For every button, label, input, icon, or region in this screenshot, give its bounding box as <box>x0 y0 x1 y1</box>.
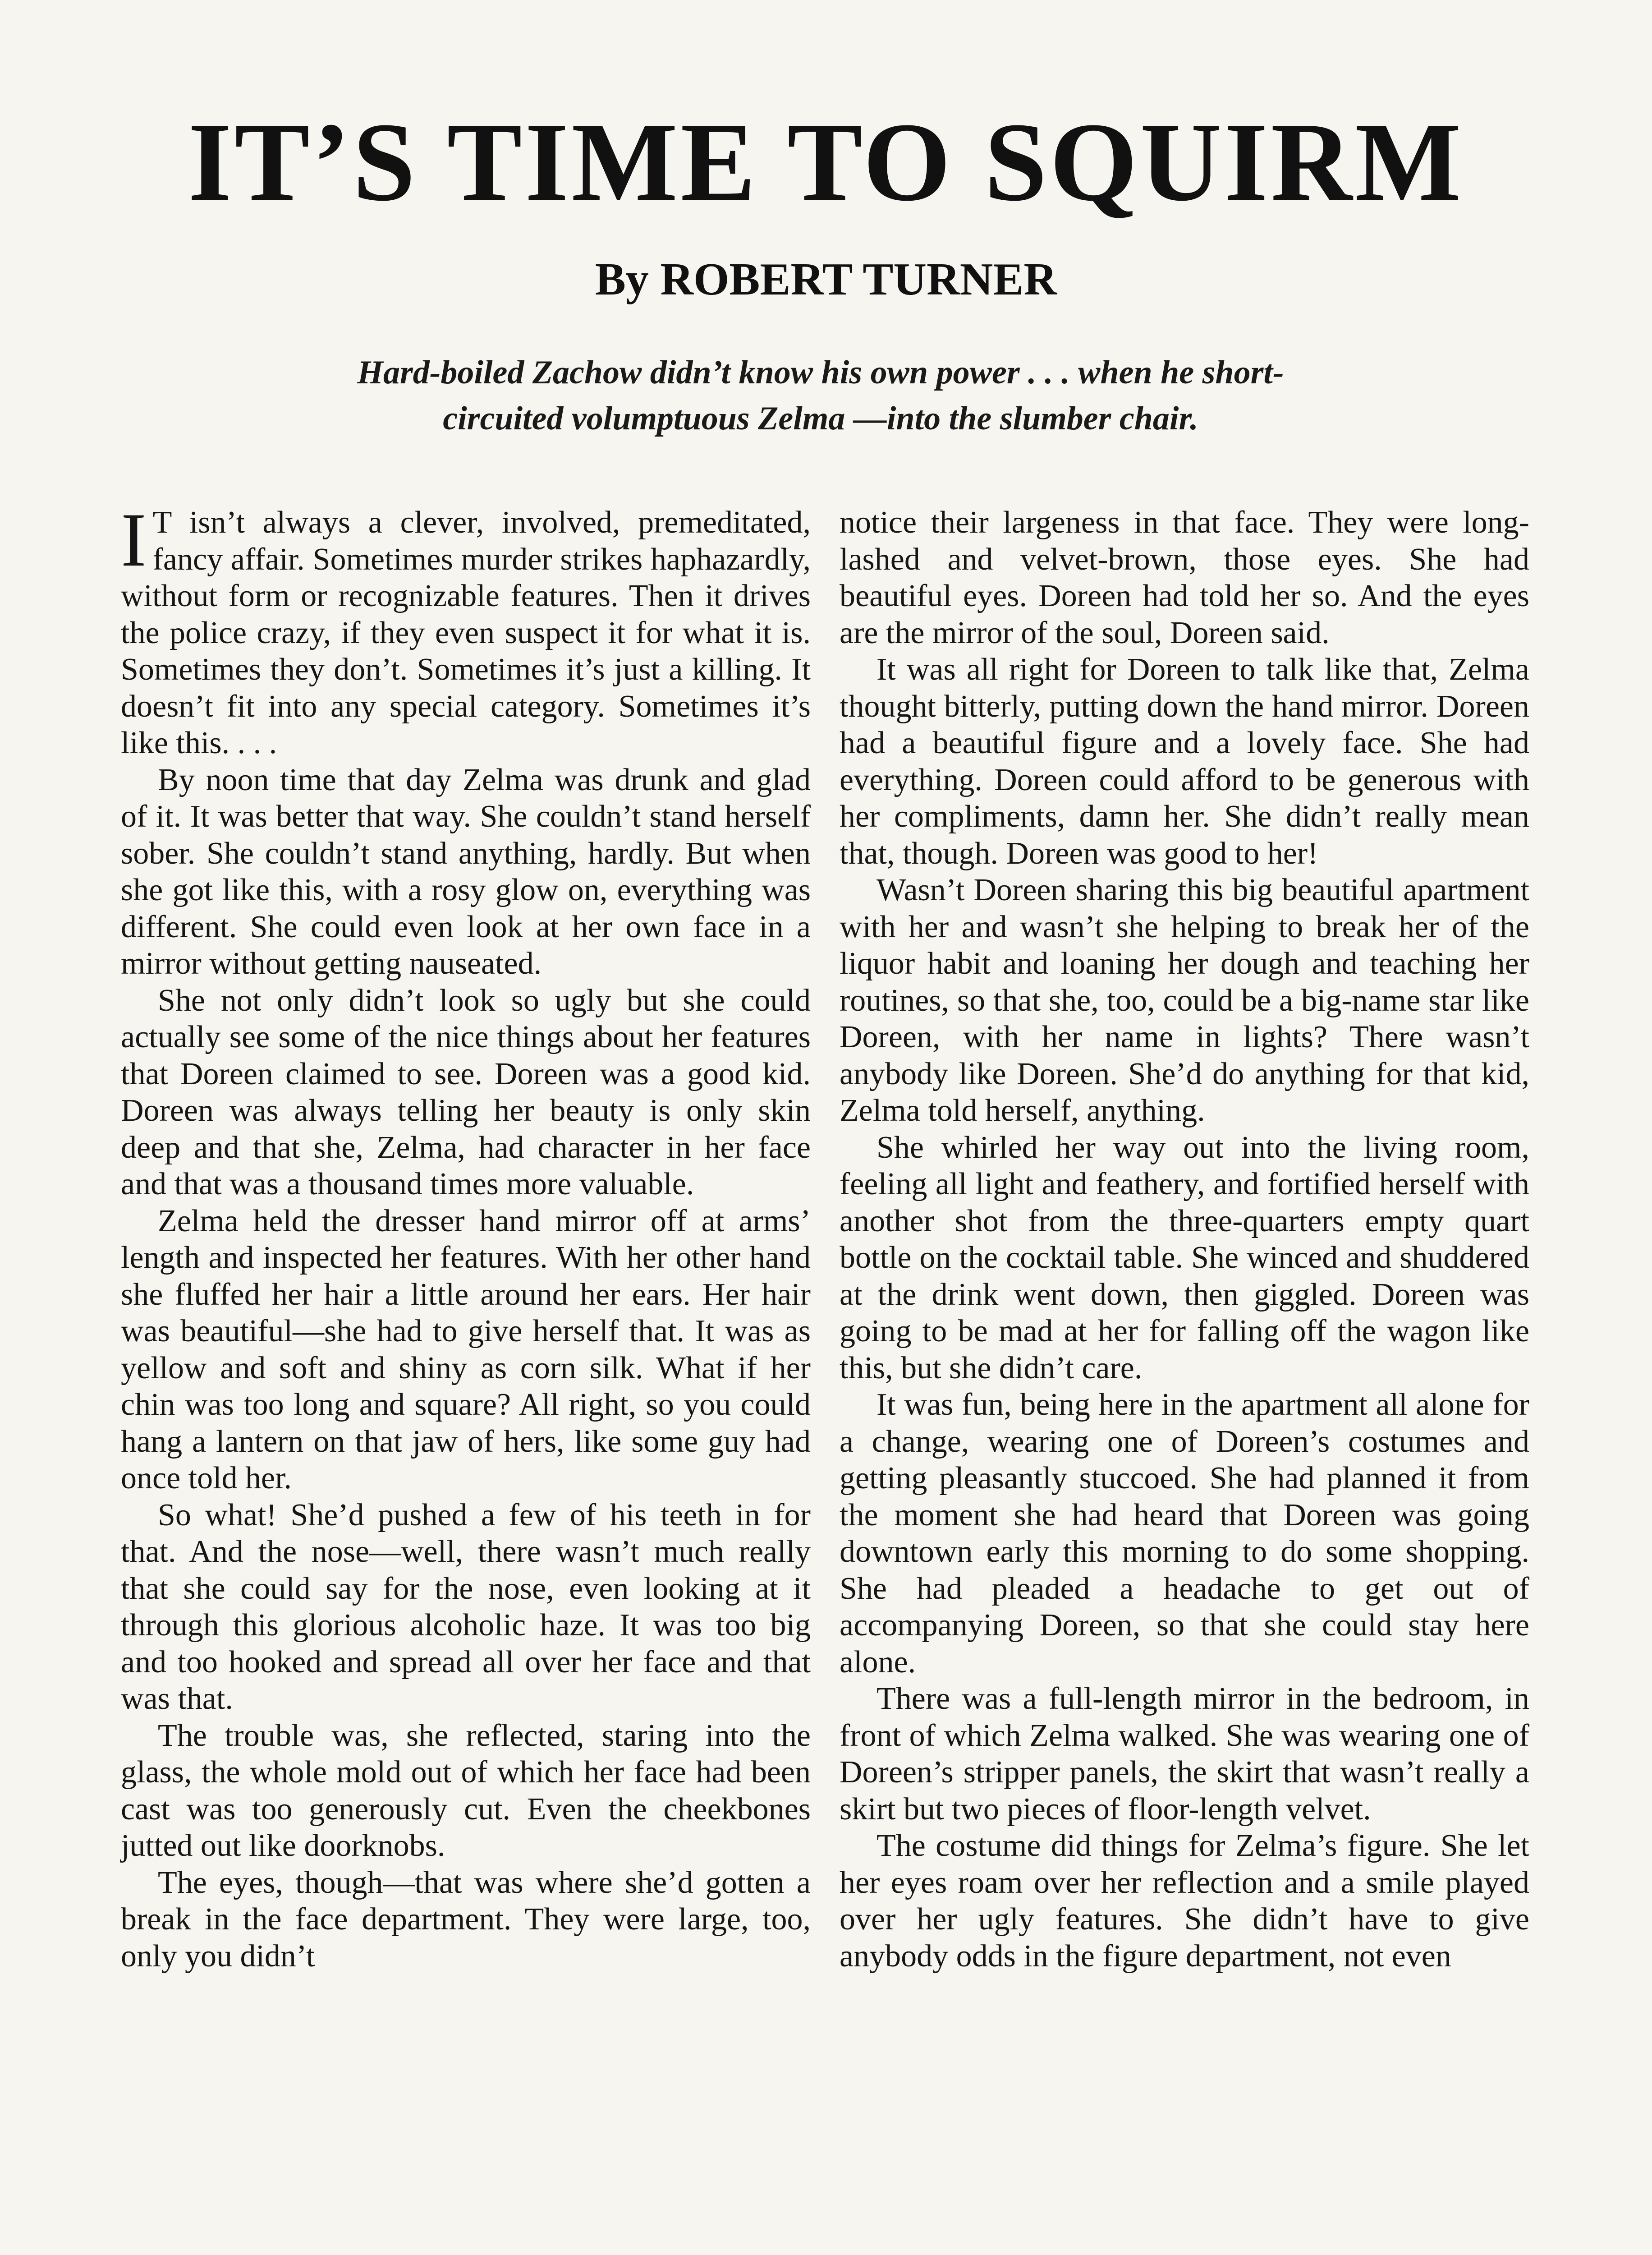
paragraph: There was a full-length mirror in the bedroom, in front of which Zelma walked. She was wearing one of Doreen’s stripper panels, the skirt that wasn’t really a skirt but two pieces of floor-length velvet. <box>840 1681 1529 1827</box>
paragraph: Zelma held the dresser hand mirror off at arms’ length and inspected her features. With her other hand she fluffed her hair a little around her ears. Her hair was beautiful—she had to give herself that. It was as yellow and soft and shiny as corn silk. What if her chin was too long and square? All right, so you could hang a lantern on that jaw of hers, like some guy had once told her. <box>121 1203 811 1496</box>
paragraph: Wasn’t Doreen sharing this big beautiful apartment with her and wasn’t she helping to break her of the liquor habit and loaning her dough and teaching her routines, so that she, too, could be a big-name star like Doreen, with her name in lights? There wasn’t anybody like Doreen. She’d do anything for that kid, Zelma told herself, anything. <box>840 873 1529 1128</box>
drop-cap: I <box>121 497 147 582</box>
paragraph: It was fun, being here in the apartment all alone for a change, wearing one of Doreen’s costumes and getting pleasantly stuccoed. She had planned it from the moment she had heard that Doreen was going downtown early this morning to do some shopping. She had pleaded a headache to get out of accompanying Doreen, so that she could stay here alone. <box>840 1387 1529 1680</box>
paragraph: The costume did things for Zelma’s figure. She let her eyes roam over her reflection and a smile played over her ugly features. She didn’t have to give anybody odds in the figure department, not even <box>840 1828 1529 1974</box>
story-title: IT’S TIME TO SQUIRM <box>188 100 1464 225</box>
author-byline: By ROBERT TURNER <box>595 254 1057 305</box>
paragraph: notice their largeness in that face. They were long-lashed and velvet-brown, those eyes. She had beautiful eyes. Doreen had told her so. And the eyes are the mirror of the soul, Doreen said. <box>840 505 1529 650</box>
paragraph-text: T isn’t always a clever, involved, premeditated, fancy affair. Sometimes murder strikes haphazardly, without form or recognizable features. Then it drives the police crazy, if they even suspect it for what it is. Sometimes they don’t. Sometimes it’s just a killing. It doesn’t fit into any special category. Sometimes it’s like this. . . . <box>121 505 811 760</box>
text-column-right <box>840 504 1529 1974</box>
paragraph: The eyes, though—that was where she’d gotten a break in the face department. They were large, too, only you didn’t <box>121 1865 811 1974</box>
paragraph: The trouble was, she reflected, staring into the glass, the whole mold out of which her face had been cast was too generously cut. Even the cheekbones jutted out like doorknobs. <box>121 1718 811 1863</box>
paragraph: It was all right for Doreen to talk like that, Zelma thought bitterly, putting down the hand mirror. Doreen had a beautiful figure and a lovely face. She had everything. Doreen could afford to be generous with her compliments, damn her. She didn’t really mean that, though. Doreen was good to her! <box>840 652 1529 871</box>
text-column-left <box>121 497 811 1974</box>
paragraph <box>121 497 811 762</box>
paragraph: She whirled her way out into the living room, feeling all light and feathery, and fortified herself with another shot from the three-quarters empty quart bottle on the cocktail table. She winced and shuddered at the drink went down, then giggled. Doreen was going to be mad at her for falling off the wagon like this, but she didn’t care. <box>840 1130 1529 1385</box>
paragraph: She not only didn’t look so ugly but she could actually see some of the nice things about her features that Doreen claimed to see. Doreen was a good kid. Doreen was always telling her beauty is only skin deep and that she, Zelma, had character in her face and that was a thousand times more valuable. <box>121 983 811 1201</box>
paragraph: So what! She’d pushed a few of his teeth in for that. And the nose—well, there wasn’t much really that she could say for the nose, even looking at it through this glorious alcoholic haze. It was too big and too hooked and spread all over her face and that was that. <box>121 1497 811 1716</box>
story-blurb: Hard-boiled Zachow didn’t know his own power . . . when he short-circuited volumptuous Zelma —into the slumber chair. <box>357 354 1284 437</box>
paragraph: By noon time that day Zelma was drunk and glad of it. It was better that way. She couldn’t stand herself sober. She couldn’t stand anything, hardly. But when she got like this, with a rosy glow on, everything was different. She could even look at her own face in a mirror without getting nauseated. <box>121 762 811 981</box>
